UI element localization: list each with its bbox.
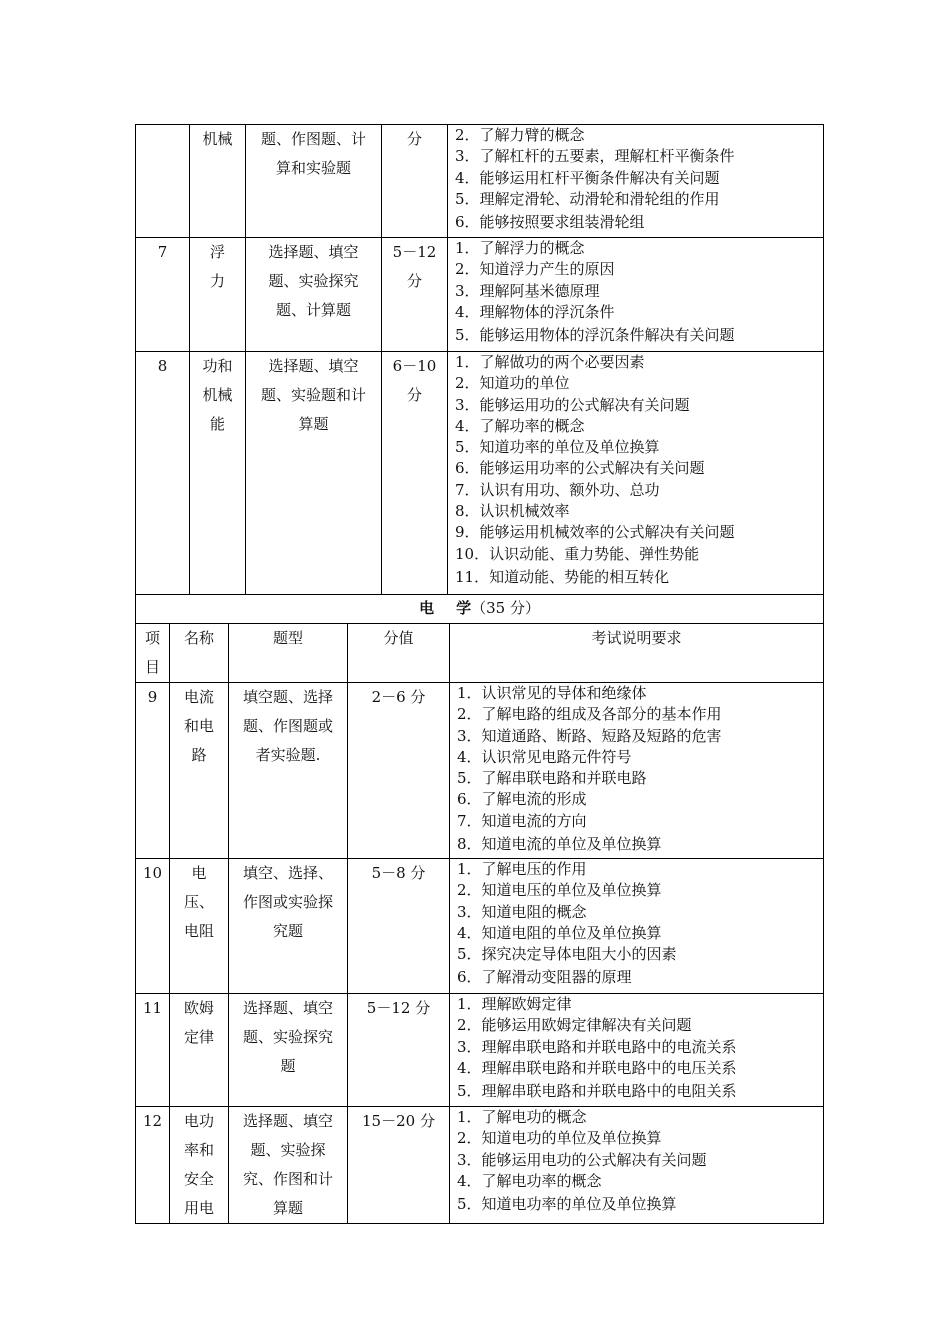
cell-line: 题、实验题和计: [260, 386, 366, 404]
cell-line: 填空题、选择: [242, 688, 333, 706]
upper-table-body: [136, 125, 824, 595]
header-num-line: 项: [144, 629, 160, 647]
item-number: 8: [136, 352, 190, 595]
cell-line: 机械: [202, 386, 233, 404]
requirement-item: 4．理解串联电路和并联电路中的电压关系: [457, 1058, 737, 1077]
cell-line: 电功: [183, 1112, 214, 1130]
cell-line: 定律: [183, 1028, 214, 1046]
requirements: [450, 859, 824, 994]
cell-line: 题、计算题: [275, 301, 351, 319]
cell-line: 题、作图题或: [242, 717, 333, 735]
item-number: 7: [136, 238, 190, 352]
requirement-item: 7．知道电流的方向: [457, 811, 587, 830]
requirement-item: 2．知道电功的单位及单位换算: [457, 1129, 662, 1148]
cell-line: 题: [280, 1057, 296, 1075]
requirement-item: 6．了解电流的形成: [457, 790, 587, 809]
cell-line: 能: [209, 415, 225, 433]
item-name: [170, 859, 229, 994]
table-row: [136, 683, 824, 859]
cell-line: 路: [191, 746, 207, 764]
cell-line: 用电: [183, 1199, 214, 1217]
requirement-item: 9．能够运用机械效率的公式解决有关问题: [455, 523, 735, 542]
requirement-item: 6．能够运用功率的公式解决有关问题: [455, 459, 705, 478]
header-score: 分值: [348, 624, 450, 683]
requirement-item: 8．认识机械效率: [455, 502, 570, 521]
score-value: [382, 125, 448, 238]
cell-line: 究、作图和计: [242, 1170, 333, 1188]
cell-line: 率和: [183, 1141, 214, 1159]
requirement-item: 4．能够运用杠杆平衡条件解决有关问题: [455, 168, 720, 187]
section-score: （35 分）: [471, 599, 540, 617]
requirement-item: 8．知道电流的单位及单位换算: [457, 835, 662, 854]
cell-line: 选择题、填空: [268, 243, 359, 261]
section-char-1: 电: [419, 599, 435, 617]
requirements: [448, 125, 824, 238]
requirement-item: 5．理解串联电路和并联电路中的电阻关系: [457, 1082, 737, 1101]
header-type: 题型: [229, 624, 348, 683]
requirement-item: 2．知道功的单位: [455, 374, 570, 393]
score-value: [382, 238, 448, 352]
requirement-item: 1．了解做功的两个必要因素: [455, 353, 645, 371]
cell-line: 电流: [183, 688, 214, 706]
requirement-item: 5．了解串联电路和并联电路: [457, 769, 647, 788]
cell-line: 6－10: [392, 357, 437, 375]
requirement-item: 1．认识常见的导体和绝缘体: [457, 684, 647, 702]
score-value: [348, 859, 450, 994]
cell-line: 压、: [183, 893, 214, 911]
requirement-item: 2．了解电路的组成及各部分的基本作用: [457, 705, 722, 724]
section-char-2: 学: [456, 599, 472, 617]
cell-line: 分: [406, 130, 422, 148]
cell-line: 算和实验题: [275, 159, 351, 177]
header-num-line: 目: [144, 658, 160, 676]
header-row: [136, 624, 824, 683]
requirement-item: 4．了解电功率的概念: [457, 1171, 602, 1190]
table-row: [136, 1107, 824, 1224]
cell-line: 机械: [202, 130, 233, 148]
cell-line: 题、实验探: [250, 1141, 326, 1159]
requirement-item: 1．了解电压的作用: [457, 860, 587, 878]
item-number: 9: [136, 683, 170, 859]
requirement-item: 6．能够按照要求组装滑轮组: [455, 213, 645, 232]
requirements: [448, 352, 824, 595]
requirement-item: 3．能够运用功的公式解决有关问题: [455, 395, 690, 414]
score-value: [348, 994, 450, 1107]
question-type: [229, 683, 348, 859]
question-type: [246, 238, 382, 352]
cell-line: 电: [191, 864, 207, 882]
question-type: [246, 125, 382, 238]
cell-line: 力: [209, 272, 225, 290]
item-name: [190, 352, 246, 595]
item-number: 10: [136, 859, 170, 994]
question-type: [246, 352, 382, 595]
item-name: [190, 125, 246, 238]
cell-line: 分: [406, 272, 422, 290]
score-value: [348, 1107, 450, 1224]
requirement-item: 4．知道电阻的单位及单位换算: [457, 923, 662, 942]
cell-line: 作图或实验探: [242, 893, 333, 911]
requirement-item: 11．知道动能、势能的相互转化: [455, 567, 670, 586]
table-row: [136, 859, 824, 994]
requirement-item: 3．知道通路、断路、短路及短路的危害: [457, 726, 722, 745]
cell-line: 15－20 分: [362, 1112, 435, 1130]
cell-line: 和电: [183, 717, 214, 735]
requirement-item: 2．知道电压的单位及单位换算: [457, 881, 662, 900]
table-row: [136, 352, 824, 595]
requirements: [450, 1107, 824, 1224]
cell-line: 题、实验探究: [268, 272, 359, 290]
requirement-item: 4．认识常见电路元件符号: [457, 747, 632, 766]
cell-line: 究题: [272, 922, 303, 940]
cell-line: 题、作图题、计: [260, 130, 366, 148]
requirement-item: 4．了解功率的概念: [455, 416, 585, 435]
table-row: [136, 238, 824, 352]
question-type: [229, 859, 348, 994]
header-num: [136, 624, 170, 683]
item-name: [170, 683, 229, 859]
item-number: 12: [136, 1107, 170, 1224]
item-number: 11: [136, 994, 170, 1107]
cell-line: 算题: [298, 415, 329, 433]
cell-line: 5－8 分: [371, 864, 426, 882]
cell-line: 题、实验探究: [242, 1028, 333, 1046]
table-row: [136, 994, 824, 1107]
requirement-item: 5．知道功率的单位及单位换算: [455, 438, 660, 457]
requirement-item: 1．了解电功的概念: [457, 1108, 587, 1126]
requirement-item: 5．理解定滑轮、动滑轮和滑轮组的作用: [455, 189, 720, 208]
lower-table-body: [136, 683, 824, 1224]
requirement-item: 3．理解阿基米德原理: [455, 281, 600, 300]
cell-line: 欧姆: [183, 999, 214, 1017]
cell-line: 安全: [183, 1170, 214, 1188]
requirements: [450, 994, 824, 1107]
score-value: [348, 683, 450, 859]
cell-line: 分: [406, 386, 422, 404]
cell-line: 填空、选择、: [242, 864, 333, 882]
cell-line: 算题: [272, 1199, 303, 1217]
lower-table: [135, 594, 824, 1224]
item-name: [170, 994, 229, 1107]
requirements: [448, 238, 824, 352]
question-type: [229, 1107, 348, 1224]
requirement-item: 3．理解串联电路和并联电路中的电流关系: [457, 1037, 737, 1056]
cell-line: 2－6 分: [371, 688, 426, 706]
cell-line: 电阻: [183, 922, 214, 940]
upper-table: [135, 124, 824, 595]
section-row: [136, 595, 824, 624]
requirement-item: 6．了解滑动变阻器的原理: [457, 968, 632, 987]
cell-line: 者实验题.: [255, 746, 321, 764]
requirement-item: 5．知道电功率的单位及单位换算: [457, 1195, 677, 1214]
requirement-item: 4．理解物体的浮沉条件: [455, 302, 615, 321]
cell-line: 选择题、填空: [242, 999, 333, 1017]
header-req: 考试说明要求: [450, 624, 824, 683]
requirement-item: 2．能够运用欧姆定律解决有关问题: [457, 1016, 692, 1035]
requirements: [450, 683, 824, 859]
requirement-item: 5．探究决定导体电阻大小的因素: [457, 945, 677, 964]
item-name: [190, 238, 246, 352]
cell-line: 浮: [209, 243, 225, 261]
requirement-item: 2．知道浮力产生的原因: [455, 260, 615, 279]
requirement-item: 3．能够运用电功的公式解决有关问题: [457, 1150, 707, 1169]
requirement-item: 1．理解欧姆定律: [457, 995, 572, 1013]
table-row: [136, 125, 824, 238]
requirement-item: 5．能够运用物体的浮沉条件解决有关问题: [455, 326, 735, 345]
item-number: [136, 125, 190, 238]
section-title: [136, 595, 824, 624]
cell-line: 选择题、填空: [242, 1112, 333, 1130]
item-name: [170, 1107, 229, 1224]
requirement-item: 2．了解力臂的概念: [455, 126, 585, 144]
requirement-item: 3．知道电阻的概念: [457, 902, 587, 921]
cell-line: 功和: [202, 357, 233, 375]
requirement-item: 1．了解浮力的概念: [455, 239, 585, 257]
requirement-item: 10．认识动能、重力势能、弹性势能: [455, 544, 700, 563]
score-value: [382, 352, 448, 595]
requirement-item: 7．认识有用功、额外功、总功: [455, 480, 660, 499]
header-name: 名称: [170, 624, 229, 683]
cell-line: 5－12 分: [366, 999, 431, 1017]
cell-line: 选择题、填空: [268, 357, 359, 375]
requirement-item: 3．了解杠杆的五要素，理解杠杆平衡条件: [455, 147, 735, 166]
cell-line: 5－12: [392, 243, 437, 261]
question-type: [229, 994, 348, 1107]
